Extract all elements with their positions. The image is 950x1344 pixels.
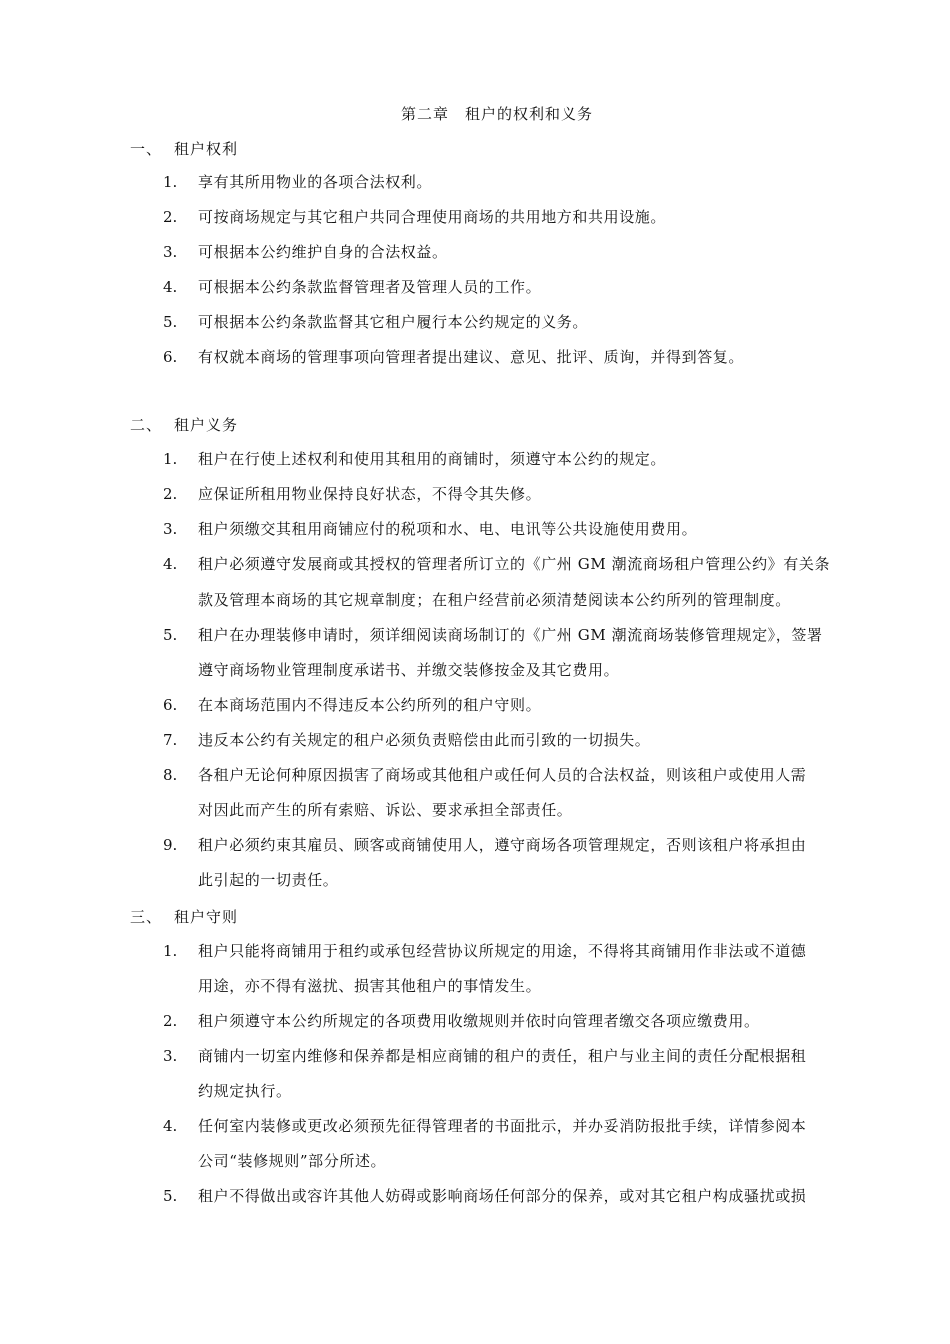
item-text: 可根据本公约维护自身的合法权益。 [198, 243, 448, 261]
section-heading [130, 138, 238, 159]
item-text: 在本商场范围内不得违反本公约所列的租户守则。 [198, 696, 542, 714]
item-number: 4. [163, 1117, 178, 1135]
item-text: 公司“装修规则”部分所述。 [198, 1152, 387, 1170]
item-text: 租户须遵守本公约所规定的各项费用收缴规则并依时向管理者缴交各项应缴费用。 [198, 1012, 760, 1030]
item-text: 商铺内一切室内维修和保养都是相应商铺的租户的责任，租户与业主间的责任分配根据租 [198, 1047, 807, 1065]
item-text: 遵守商场物业管理制度承诺书、并缴交装修按金及其它费用。 [198, 661, 620, 679]
section-heading [130, 414, 238, 435]
item-number: 6. [163, 348, 178, 366]
item-number: 3. [163, 520, 178, 538]
item-text: 约规定执行。 [198, 1082, 292, 1100]
item-text: 可根据本公约条款监督管理者及管理人员的工作。 [198, 278, 542, 296]
item-text: 租户在行使上述权利和使用其租用的商铺时，须遵守本公约的规定。 [198, 450, 667, 468]
item-text: 享有其所用物业的各项合法权利。 [198, 173, 433, 191]
item-number: 5. [163, 313, 178, 331]
item-text: 款及管理本商场的其它规章制度；在租户经营前必须清楚阅读本公约所列的管理制度。 [198, 591, 791, 609]
item-text: 租户只能将商铺用于租约或承包经营协议所规定的用途，不得将其商铺用作非法或不道德 [198, 942, 807, 960]
item-text: 应保证所租用物业保持良好状态，不得令其失修。 [198, 485, 542, 503]
section-title: 租户义务 [174, 416, 239, 434]
item-number: 3. [163, 1047, 178, 1065]
item-text: 租户须缴交其租用商铺应付的税项和水、电、电讯等公共设施使用费用。 [198, 520, 698, 538]
item-text: 租户必须约束其雇员、顾客或商铺使用人，遵守商场各项管理规定，否则该租户将承担由 [198, 836, 807, 854]
section-title: 租户守则 [174, 908, 239, 926]
chapter-title: 第二章 租户的权利和义务 [400, 105, 593, 123]
item-text: 任何室内装修或更改必须预先征得管理者的书面批示，并办妥消防报批手续，详情参阅本 [198, 1117, 807, 1135]
item-text: 租户在办理装修申请时，须详细阅读商场制订的《广州 GM 潮流商场装修管理规定》，签署 [198, 626, 823, 644]
item-text: 租户必须遵守发展商或其授权的管理者所订立的《广州 GM 潮流商场租户管理公约》有关条 [198, 555, 831, 573]
item-text: 可根据本公约条款监督其它租户履行本公约规定的义务。 [198, 313, 589, 331]
item-text: 有权就本商场的管理事项向管理者提出建议、意见、批评、质询，并得到答复。 [198, 348, 745, 366]
item-number: 2. [163, 1012, 178, 1030]
item-number: 7. [163, 731, 178, 749]
item-text: 对因此而产生的所有索赔、诉讼、要求承担全部责任。 [198, 801, 573, 819]
item-number: 1. [163, 942, 178, 960]
item-number: 1. [163, 173, 178, 191]
section-number: 三、 [130, 908, 163, 926]
section-heading [130, 906, 238, 927]
item-number: 3. [163, 243, 178, 261]
item-number: 9. [163, 836, 178, 854]
item-number: 6. [163, 696, 178, 714]
section-number: 二、 [130, 416, 163, 434]
item-text: 各租户无论何种原因损害了商场或其他租户或任何人员的合法权益，则该租户或使用人需 [198, 766, 807, 784]
item-number: 4. [163, 278, 178, 296]
item-number: 5. [163, 1187, 178, 1205]
item-number: 2. [163, 485, 178, 503]
item-text: 用途，亦不得有滋扰、损害其他租户的事情发生。 [198, 977, 542, 995]
item-text: 租户不得做出或容许其他人妨碍或影响商场任何部分的保养，或对其它租户构成骚扰或损 [198, 1187, 807, 1205]
section-number: 一、 [130, 140, 163, 158]
section-title: 租户权利 [174, 140, 239, 158]
item-text: 此引起的一切责任。 [198, 871, 339, 889]
item-number: 5. [163, 626, 178, 644]
item-number: 8. [163, 766, 178, 784]
item-text: 违反本公约有关规定的租户必须负责赔偿由此而引致的一切损失。 [198, 731, 651, 749]
item-text: 可按商场规定与其它租户共同合理使用商场的共用地方和共用设施。 [198, 208, 667, 226]
item-number: 2. [163, 208, 178, 226]
item-number: 1. [163, 450, 178, 468]
item-number: 4. [163, 555, 178, 573]
